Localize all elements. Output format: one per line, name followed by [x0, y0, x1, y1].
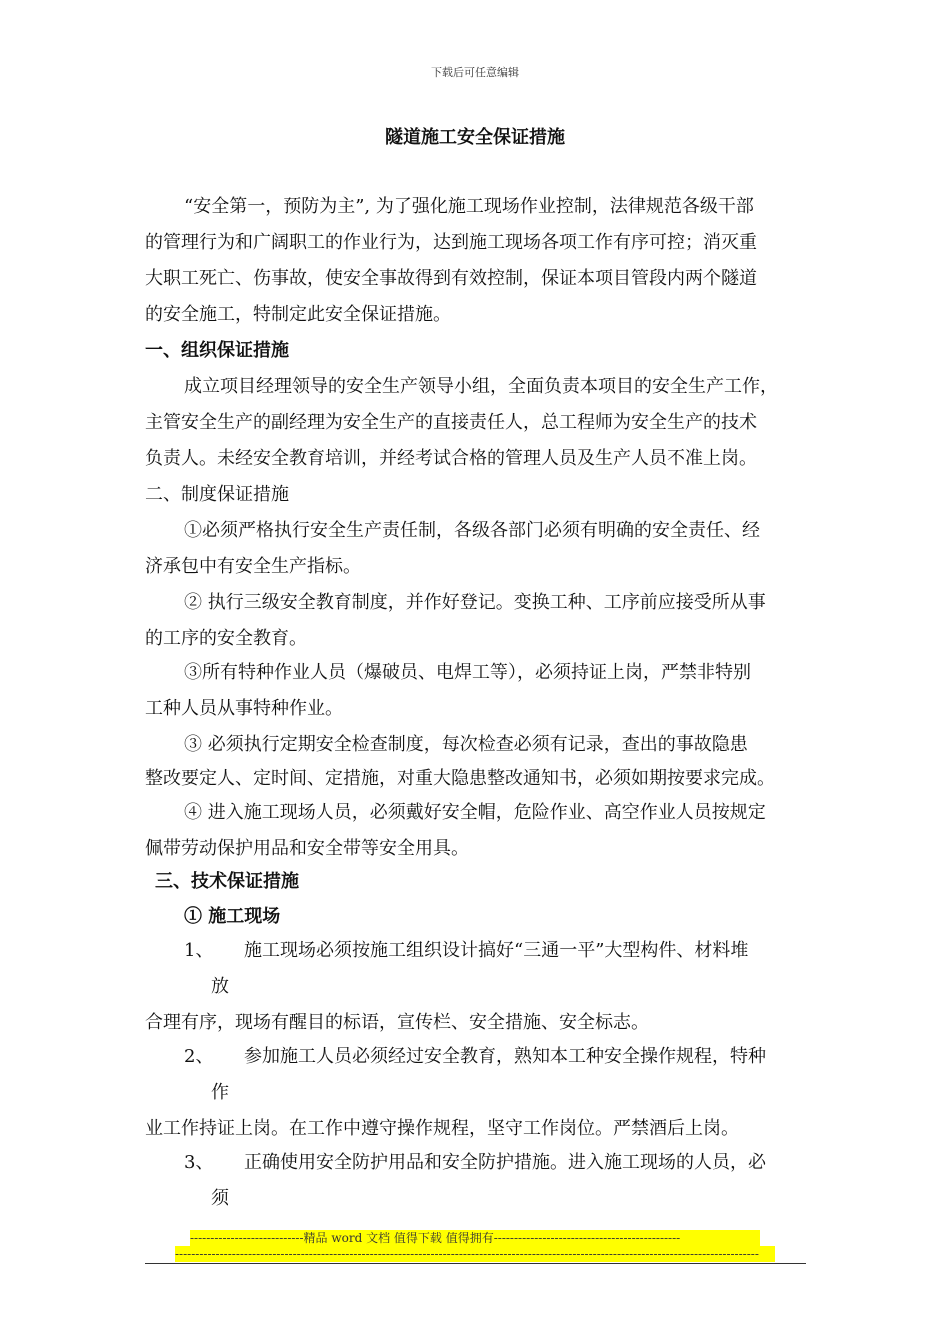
section-2-item-3-line-2: 工种人员从事特种作业。: [145, 698, 343, 719]
footer-banner-line-1: ----------------------------精品 word 文档 值得下载 值得拥有----------------------------------------------: [190, 1230, 760, 1246]
section-2-item-3-line-1: ③所有特种作业人员（爆破员、电焊工等），必须持证上岗，严禁非特别: [184, 662, 751, 683]
section-3-heading: 三、技术保证措施: [155, 871, 299, 892]
section-1-line-2: 主管安全生产的副经理为安全生产的直接责任人，总工程师为安全生产的技术: [145, 412, 757, 433]
intro-line-4: 的安全施工，特制定此安全保证措施。: [145, 304, 451, 325]
section-3-subheading: ① 施工现场: [184, 906, 281, 927]
section-3-item-1-number: 1、: [184, 940, 214, 961]
footer-divider: [145, 1263, 806, 1264]
footer-banner-line-2: ------------------------------------------------------------------------------------------------------------------------------------------------: [175, 1246, 775, 1262]
section-2-item-1-line-2: 济承包中有安全生产指标。: [145, 556, 361, 577]
intro-line-2: 的管理行为和广阔职工的作业行为，达到施工现场各项工作有序可控；消灭重: [145, 232, 757, 253]
section-3-item-2-number: 2、: [184, 1046, 214, 1067]
section-1-line-1: 成立项目经理领导的安全生产领导小组，全面负责本项目的安全生产工作，: [184, 376, 778, 397]
section-2-item-1-line-1: ①必须严格执行安全生产责任制，各级各部门必须有明确的安全责任、经: [184, 520, 760, 541]
section-2-item-2-line-1: ② 执行三级安全教育制度，并作好登记。变换工种、工序前应接受所从事: [184, 592, 766, 613]
intro-line-1: “安全第一，预防为主”, 为了强化施工现场作业控制，法律规范各级干部: [184, 196, 754, 217]
section-3-item-2-continuation: 业工作持证上岗。在工作中遵守操作规程，坚守工作岗位。严禁酒后上岗。: [145, 1118, 739, 1139]
section-2-item-5-line-1: ④ 进入施工现场人员，必须戴好安全帽，危险作业、高空作业人员按规定: [184, 802, 766, 823]
section-3-item-1-text: 施工现场必须按施工组织设计搞好“三通一平”大型构件、材料堆: [244, 940, 749, 961]
section-3-item-2-text: 参加施工人员必须经过安全教育，熟知本工种安全操作规程，特种: [244, 1046, 766, 1067]
section-1-heading: 一、组织保证措施: [145, 340, 289, 361]
section-2-item-2-line-2: 的工序的安全教育。: [145, 628, 307, 649]
section-2-item-5-line-2: 佩带劳动保护用品和安全带等安全用具。: [145, 838, 469, 859]
section-3-item-1-continuation: 合理有序，现场有醒目的标语，宣传栏、安全措施、安全标志。: [145, 1012, 649, 1033]
intro-line-3: 大职工死亡、伤事故，使安全事故得到有效控制，保证本项目管段内两个隧道: [145, 268, 757, 289]
section-1-line-3: 负责人。未经安全教育培训，并经考试合格的管理人员及生产人员不准上岗。: [145, 448, 757, 469]
section-3-item-3-number: 3、: [184, 1152, 214, 1173]
section-2-item-4-line-2: 整改要定人、定时间、定措施，对重大隐患整改通知书，必须如期按要求完成。: [145, 768, 775, 789]
section-2-item-4-line-1: ③ 必须执行定期安全检查制度，每次检查必须有记录，查出的事故隐患: [184, 734, 748, 755]
section-2-heading: 二、制度保证措施: [145, 484, 289, 505]
header-note: 下载后可任意编辑: [431, 66, 519, 79]
section-3-item-2-wrap: 作: [211, 1082, 229, 1103]
document-title: 隧道施工安全保证措施: [385, 127, 565, 148]
section-3-item-3-wrap: 须: [211, 1188, 229, 1209]
section-3-item-1-wrap: 放: [211, 976, 229, 997]
section-3-item-3-text: 正确使用安全防护用品和安全防护措施。进入施工现场的人员，必: [244, 1152, 766, 1173]
